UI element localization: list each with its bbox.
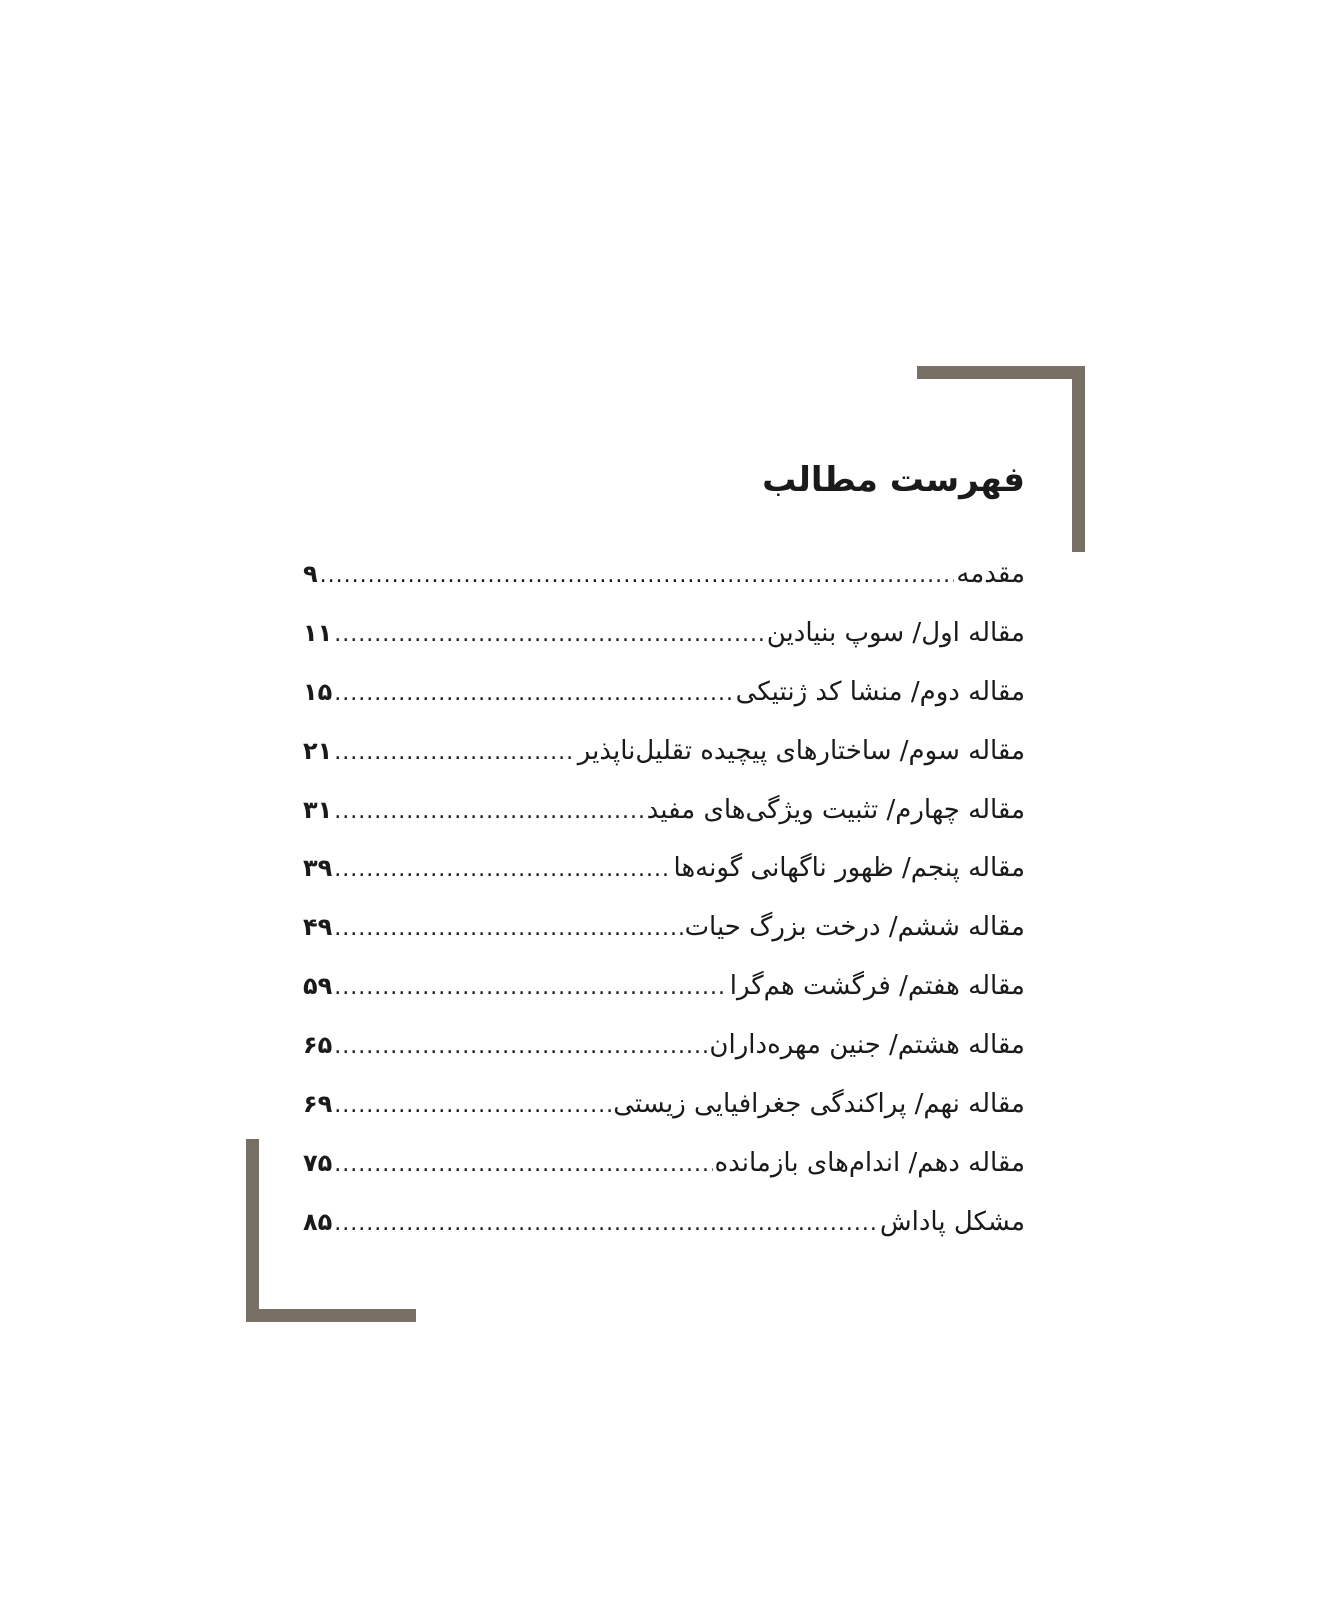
dot-leader [334,1195,878,1254]
dot-leader [334,606,764,665]
toc-entry [303,839,1025,898]
toc-entry [303,722,1025,781]
dot-leader [334,724,575,783]
dot-leader [334,665,733,724]
dot-leader [320,547,955,606]
toc-entry-title: مقدمه [956,559,1025,589]
toc-entry [303,957,1025,1016]
toc-entry-page-number: ۶۵ [303,1031,333,1060]
corner-bracket-top-right-horizontal [917,366,1085,379]
toc-entry-page-number: ۳۹ [303,854,333,883]
toc-entry-title: مقاله هشتم/ جنین مهره‌داران [709,1030,1025,1061]
toc-entry-title: مقاله هفتم/ فرگشت هم‌گرا [729,971,1025,1002]
toc-entry-page-number: ۸۵ [303,1207,333,1236]
toc-entry [303,663,1025,722]
toc-list [303,545,1025,1252]
toc-entry [303,898,1025,957]
corner-bracket-bottom-left-horizontal [246,1309,416,1322]
toc-entry-title: مقاله پنجم/ ظهور ناگهانی گونه‌ها [673,853,1025,884]
dot-leader [334,1077,611,1136]
toc-title: فهرست مطالب [762,460,1025,500]
toc-entry-page-number: ۶۹ [303,1090,333,1119]
dot-leader [334,783,644,842]
toc-entry [303,1134,1025,1193]
dot-leader [334,900,682,959]
toc-entry-page-number: ۴۹ [303,913,333,942]
toc-entry [303,545,1025,604]
toc-entry-page-number: ۹ [303,560,318,588]
toc-entry [303,604,1025,663]
dot-leader [334,841,671,900]
toc-entry-title: مقاله اول/ سوپ بنیادین [766,617,1025,648]
toc-entry-title: مقاله ششم/ درخت بزرگ حیات [684,912,1025,943]
dot-leader [334,1018,707,1077]
toc-entry-page-number: ۷۵ [303,1148,333,1177]
toc-entry-page-number: ۲۱ [303,736,333,765]
toc-entry [303,1193,1025,1252]
toc-entry [303,1075,1025,1134]
dot-leader [334,959,727,1018]
toc-entry [303,1016,1025,1075]
corner-bracket-bottom-left-vertical [246,1139,259,1322]
toc-entry-title: مقاله دوم/ منشا کد ژنتیکی [735,676,1025,707]
dot-leader [334,1136,712,1195]
corner-bracket-top-right-vertical [1072,366,1085,552]
toc-entry-page-number: ۱۵ [303,677,333,706]
toc-entry-title: مشکل پاداش [879,1206,1025,1237]
toc-entry-page-number: ۵۹ [303,972,333,1001]
toc-entry-title: مقاله دهم/ اندام‌های بازمانده [714,1147,1025,1178]
toc-entry-page-number: ۱۱ [303,618,333,647]
toc-entry-page-number: ۳۱ [303,795,333,824]
toc-entry-title: مقاله چهارم/ تثبیت ویژگی‌های مفید [646,794,1025,825]
toc-entry-title: مقاله سوم/ ساختارهای پیچیده تقلیل‌ناپذیر [577,735,1025,766]
toc-entry-title: مقاله نهم/ پراکندگی جغرافیایی زیستی [613,1089,1025,1120]
toc-entry [303,781,1025,840]
